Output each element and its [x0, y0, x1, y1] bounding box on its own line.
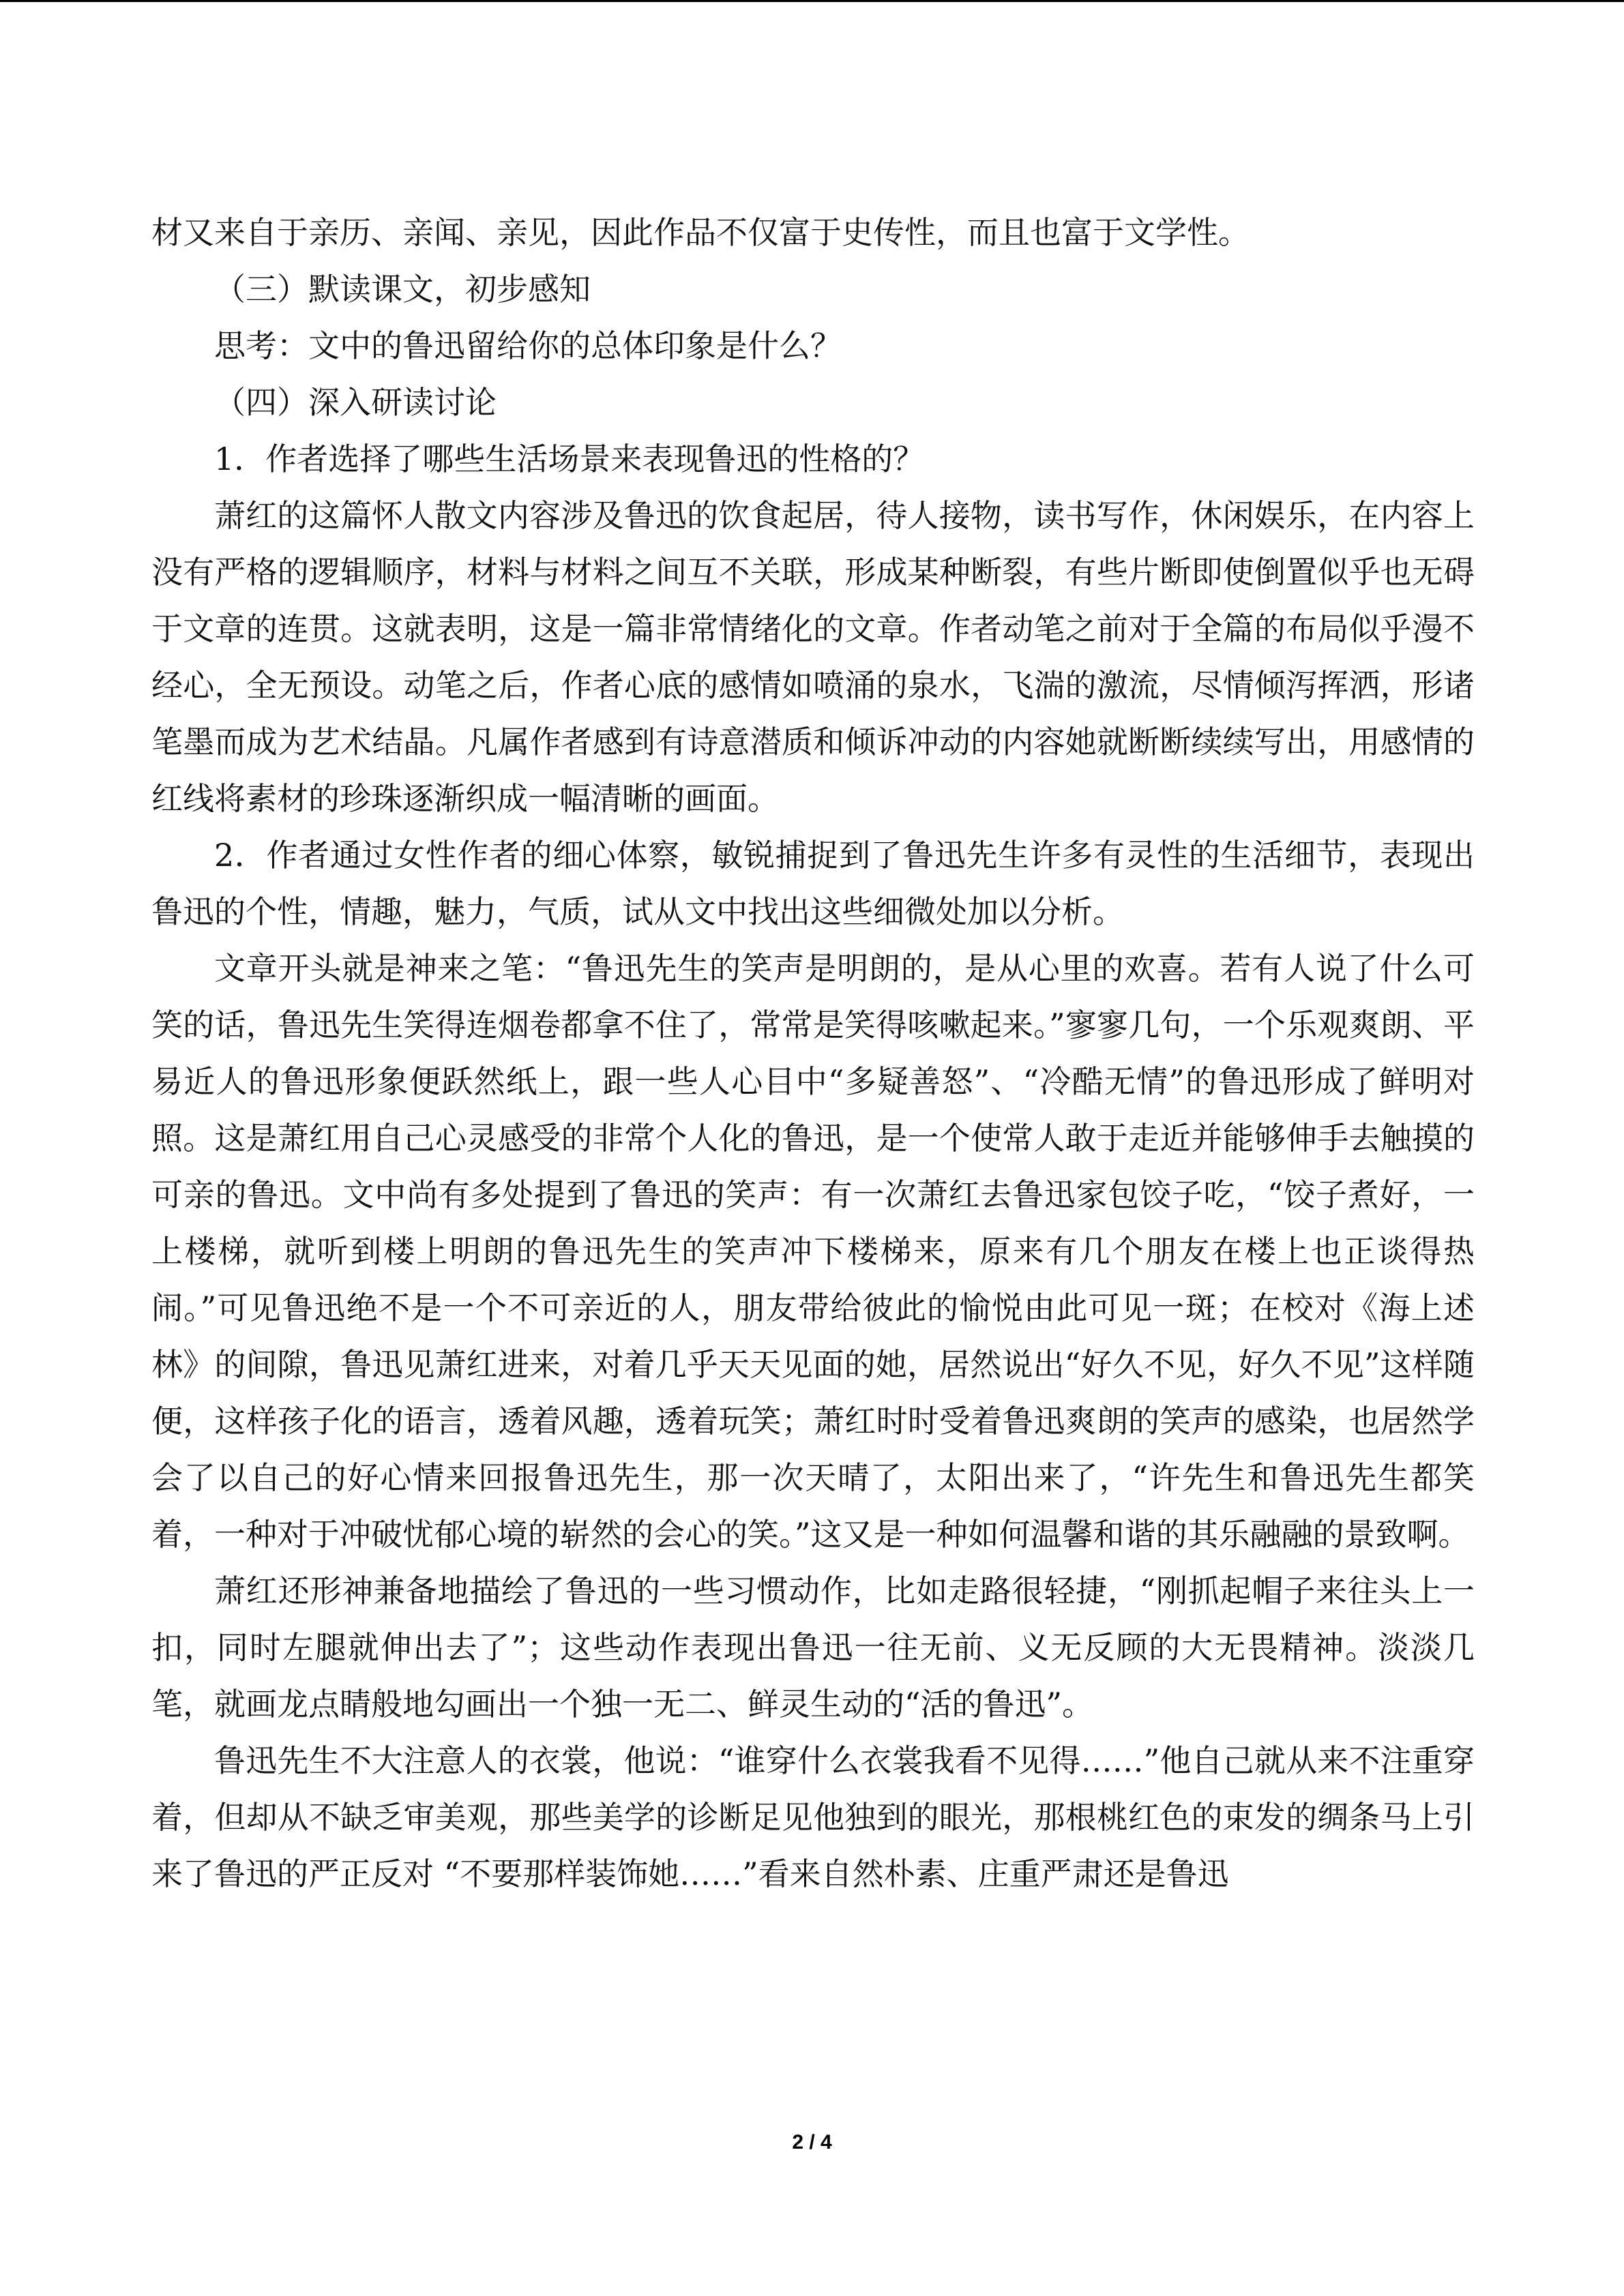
page-top-border: [0, 0, 1624, 2]
answer-1: 萧红的这篇怀人散文内容涉及鲁迅的饮食起居，待人接物，读书写作，休闲娱乐，在内容上没有严格的逻辑顺序，材料与材料之间互不关联，形成某种断裂，有些片断即使倒置似乎也无碍于文章的连贯。这就表明，这是一篇非常情绪化的文章。作者动笔之前对于全篇的布局似乎漫不经心，全无预设。动笔之后，作者心底的感情如喷涌的泉水，飞湍的激流，尽情倾泻挥洒，形诸笔墨而成为艺术结晶。凡属作者感到有诗意潜质和倾诉冲动的内容她就断断续续写出，用感情的红线将素材的珍珠逐渐织成一幅清晰的画面。: [151, 497, 1475, 817]
answer-2c: 鲁迅先生不大注意人的衣裳，他说：“谁穿什么衣裳我看不见得……”他自己就从来不注重穿着，但却从不缺乏审美观，那些美学的诊断足见他独到的眼光，那根桃红色的束发的绸条马上引来了鲁迅的严正反对 “不要那样装饰她……”看来自然朴素、庄重严肃还是鲁迅: [151, 1742, 1475, 1892]
section-heading-4: （四）深入研读讨论: [214, 384, 497, 421]
question-2: 2．作者通过女性作者的细心体察，敏锐捕捉到了鲁迅先生许多有灵性的生活细节，表现出鲁迅的个性，情趣，魅力，气质，试从文中找出这些细微处加以分析。: [151, 837, 1475, 930]
answer-2a: 文章开头就是神来之笔：“鲁迅先生的笑声是明朗的，是从心里的欢喜。若有人说了什么可笑的话，鲁迅先生笑得连烟卷都拿不住了，常常是笑得咳嗽起来。”寥寥几句，一个乐观爽朗、平易近人的鲁迅形象便跃然纸上，跟一些人心目中“多疑善怒”、“冷酷无情”的鲁迅形成了鲜明对照。这是萧红用自己心灵感受的非常个人化的鲁迅，是一个使常人敢于走近并能够伸手去触摸的可亲的鲁迅。文中尚有多处提到了鲁迅的笑声：有一次萧红去鲁迅家包饺子吃，“饺子煮好，一上楼梯，就听到楼上明朗的鲁迅先生的笑声冲下楼梯来，原来有几个朋友在楼上也正谈得热闹。”可见鲁迅绝不是一个不可亲近的人，朋友带给彼此的愉悦由此可见一斑；在校对《海上述林》的间隙，鲁迅见萧红进来，对着几乎天天见面的她，居然说出“好久不见，好久不见”这样随便，这样孩子化的语言，透着风趣，透着玩笑；萧红时时受着鲁迅爽朗的笑声的感染，也居然学会了以自己的好心情来回报鲁迅先生，那一次天晴了，太阳出来了，“许先生和鲁迅先生都笑着，一种对于冲破忧郁心境的崭然的会心的笑。”这又是一种如何温馨和谐的其乐融融的景致啊。: [151, 950, 1475, 1553]
page-number: 2 / 4: [792, 2131, 832, 2153]
body-text: [151, 205, 1475, 1903]
question-1: 1．作者选择了哪些生活场景来表现鲁迅的性格的？: [214, 441, 925, 477]
paragraph-continuation: 材又来自于亲历、亲闻、亲见，因此作品不仅富于史传性，而且也富于文学性。: [151, 214, 1250, 251]
section-heading-3: （三）默读课文，初步感知: [214, 271, 591, 308]
question-think: 思考：文中的鲁迅留给你的总体印象是什么？: [214, 327, 842, 364]
answer-2b: 萧红还形神兼备地描绘了鲁迅的一些习惯动作，比如走路很轻捷，“刚抓起帽子来往头上一扣，同时左腿就伸出去了”；这些动作表现出鲁迅一往无前、义无反顾的大无畏精神。淡淡几笔，就画龙点睛般地勾画出一个独一无二、鲜灵生动的“活的鲁迅”。: [151, 1572, 1475, 1723]
